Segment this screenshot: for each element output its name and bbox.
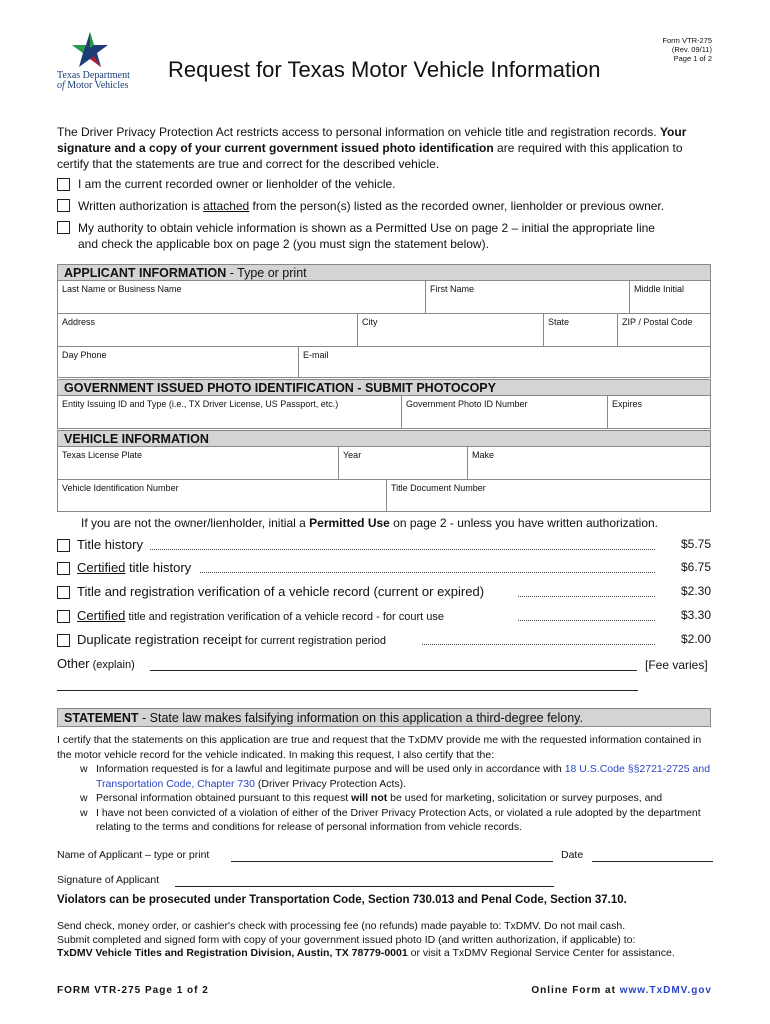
fee-varies-note: [Fee varies] bbox=[645, 658, 708, 672]
other-fee-label: Other (explain) bbox=[57, 656, 135, 671]
fee-price-certified-verification: $3.30 bbox=[680, 608, 711, 622]
id-entity-field[interactable]: Entity Issuing ID and Type (i.e., TX Driver License, US Passport, etc.) bbox=[58, 396, 402, 428]
fee-label-certified-title-history: Certified title history bbox=[77, 560, 192, 575]
txdmv-website-link[interactable]: www.TxDMV.gov bbox=[619, 985, 712, 996]
other-explain-line-2[interactable] bbox=[57, 690, 638, 691]
statement-bullet-1: w Information requested is for a lawful and legitimate purpose and will be used only in accordance with 18 U.S.Code §§2721-2725 and Transportation Code, Chapter 730 (Driver Privacy Protection Acts). bbox=[80, 763, 711, 790]
footer-form-id: FORM VTR-275 Page 1 of 2 bbox=[57, 985, 209, 996]
statement-section-header: STATEMENT - State law makes falsifying information on this application a third-degree felony. bbox=[57, 708, 711, 727]
fee-leader-dots bbox=[422, 644, 655, 645]
applicant-name-label: Name of Applicant – type or print bbox=[57, 849, 210, 861]
written-authorization-checkbox[interactable] bbox=[57, 199, 70, 212]
photo-id-grid bbox=[57, 396, 711, 429]
permitted-use-label: My authority to obtain vehicle information is shown as a Permitted Use on page 2 – initial the appropriate line and check the applicable box on page 2 (you must sign the statement below). bbox=[78, 221, 655, 251]
fee-price-duplicate-receipt: $2.00 bbox=[680, 632, 711, 646]
fee-label-duplicate-receipt: Duplicate registration receipt for current registration period bbox=[77, 632, 387, 647]
intro-p1: The Driver Privacy Protection Act restricts access to personal information on vehicle title and registration records. bbox=[57, 125, 657, 139]
title-document-field[interactable]: Title Document Number bbox=[391, 483, 486, 493]
agency-name bbox=[57, 71, 130, 91]
zip-field[interactable]: ZIP / Postal Code bbox=[622, 317, 693, 327]
vehicle-section-header: VEHICLE INFORMATION bbox=[57, 430, 711, 447]
statement-body bbox=[57, 733, 717, 835]
fee-price-verification: $2.30 bbox=[680, 584, 711, 598]
fee-price-certified-title-history: $6.75 bbox=[680, 560, 711, 574]
fee-price-title-history: $5.75 bbox=[680, 537, 711, 551]
other-explain-line[interactable] bbox=[150, 670, 637, 671]
fee-leader-dots bbox=[518, 620, 655, 621]
fee-leader-dots bbox=[200, 572, 655, 573]
last-name-field[interactable]: Last Name or Business Name bbox=[58, 281, 426, 313]
owner-checkbox[interactable] bbox=[57, 178, 70, 191]
email-field[interactable]: E-mail bbox=[303, 350, 329, 360]
privacy-intro bbox=[57, 124, 717, 172]
form-revision: (Rev. 09/11) bbox=[671, 45, 712, 54]
state-field[interactable]: State bbox=[544, 314, 618, 346]
page-title: Request for Texas Motor Vehicle Information bbox=[168, 57, 601, 82]
year-field[interactable]: Year bbox=[339, 447, 468, 479]
fee-leader-dots bbox=[150, 549, 655, 550]
statement-bullet-2: w Personal information obtained pursuant to this request will not be used for marketing, solicitation or survey purposes, and bbox=[80, 792, 663, 804]
fee-checkbox-verification[interactable] bbox=[57, 586, 70, 599]
violators-warning: Violators can be prosecuted under Transportation Code, Section 730.013 and Penal Code, Section 37.10. bbox=[57, 894, 627, 906]
fee-checkbox-certified-verification[interactable] bbox=[57, 610, 70, 623]
id-number-field[interactable]: Government Photo ID Number bbox=[402, 396, 608, 428]
written-authorization-label: Written authorization is attached from the person(s) listed as the recorded owner, lienholder or previous owner. bbox=[78, 199, 665, 213]
permitted-use-note: If you are not the owner/lienholder, initial a Permitted Use on page 2 - unless you have written authorization. bbox=[81, 516, 659, 530]
intro-p2-rest: are required with this application to certify that the statements are true and correct for the described vehicle. bbox=[57, 141, 683, 171]
address-field[interactable]: Address bbox=[58, 314, 358, 346]
fee-label-verification: Title and registration verification of a vehicle record (current or expired) bbox=[77, 584, 485, 599]
agency-line2: of Motor Vehicles bbox=[57, 80, 129, 91]
permitted-use-checkbox[interactable] bbox=[57, 221, 70, 234]
vin-field[interactable]: Vehicle Identification Number bbox=[58, 480, 387, 511]
fee-checkbox-certified-title-history[interactable] bbox=[57, 562, 70, 575]
owner-option-label: I am the current recorded owner or lienholder of the vehicle. bbox=[78, 177, 396, 191]
fee-leader-dots bbox=[518, 596, 655, 597]
intro-p2-bold: Your signature and a copy of your current government issued photo identification bbox=[57, 125, 687, 155]
fee-label-title-history: Title history bbox=[77, 537, 143, 552]
form-number: Form VTR-275 bbox=[662, 36, 712, 45]
signature-line[interactable] bbox=[175, 886, 554, 887]
agency-line1: Texas Department bbox=[57, 70, 130, 81]
fee-checkbox-duplicate-receipt[interactable] bbox=[57, 634, 70, 647]
applicant-name-line[interactable] bbox=[231, 861, 553, 862]
page-indicator: Page 1 of 2 bbox=[673, 54, 712, 63]
statement-bullet-3: w I have not been convicted of a violation of either of the Driver Privacy Protection Acts, or violated a rule adopted by the department relating to the terms and conditions for release of personal information from vehicle records. bbox=[80, 806, 701, 833]
license-plate-field[interactable]: Texas License Plate bbox=[58, 447, 339, 479]
applicant-section-header: APPLICANT INFORMATION - Type or print bbox=[57, 264, 711, 281]
fee-label-certified-verification: Certified title and registration verification of a vehicle record - for court use bbox=[77, 608, 444, 623]
date-line[interactable] bbox=[592, 861, 713, 862]
middle-initial-field[interactable]: Middle Initial bbox=[634, 284, 685, 294]
footer-online-form: Online Form at www.TxDMV.gov bbox=[531, 985, 712, 996]
vehicle-grid bbox=[57, 447, 711, 512]
txdmv-star-logo-icon bbox=[70, 30, 110, 70]
date-label: Date bbox=[561, 849, 584, 861]
fee-checkbox-title-history[interactable] bbox=[57, 539, 70, 552]
dppa-statute-link[interactable]: 18 U.S.Code §§2721-2725 and Transportation Code, Chapter 730 bbox=[96, 763, 711, 790]
first-name-field[interactable]: First Name bbox=[426, 281, 630, 313]
applicant-grid bbox=[57, 281, 711, 378]
statement-certify: I certify that the statements on this application are true and request that the TxDMV provide me with the requested information contained in the motor vehicle record for the vehicle indicated. In making this request, I also certify that the: bbox=[57, 734, 702, 761]
photo-id-section-header: GOVERNMENT ISSUED PHOTO IDENTIFICATION - SUBMIT PHOTOCOPY bbox=[57, 379, 711, 396]
city-field[interactable]: City bbox=[358, 314, 544, 346]
make-field[interactable]: Make bbox=[472, 450, 495, 460]
form-number-block bbox=[662, 36, 712, 63]
day-phone-field[interactable]: Day Phone bbox=[58, 347, 299, 377]
id-expires-field[interactable]: Expires bbox=[612, 399, 643, 409]
mailing-instructions: Send check, money order, or cashier's check with processing fee (no refunds) made payable to: TxDMV. Do not mail cash. Submit completed and signed form with copy of your government issued photo ID (and written authorization, if applicable) to: TxDMV Vehicle Titles and Registration Division, Austin, TX 78779-0001 or visit a TxDMV Regional Service Center for assistance. bbox=[57, 920, 675, 959]
signature-label: Signature of Applicant bbox=[57, 874, 160, 886]
